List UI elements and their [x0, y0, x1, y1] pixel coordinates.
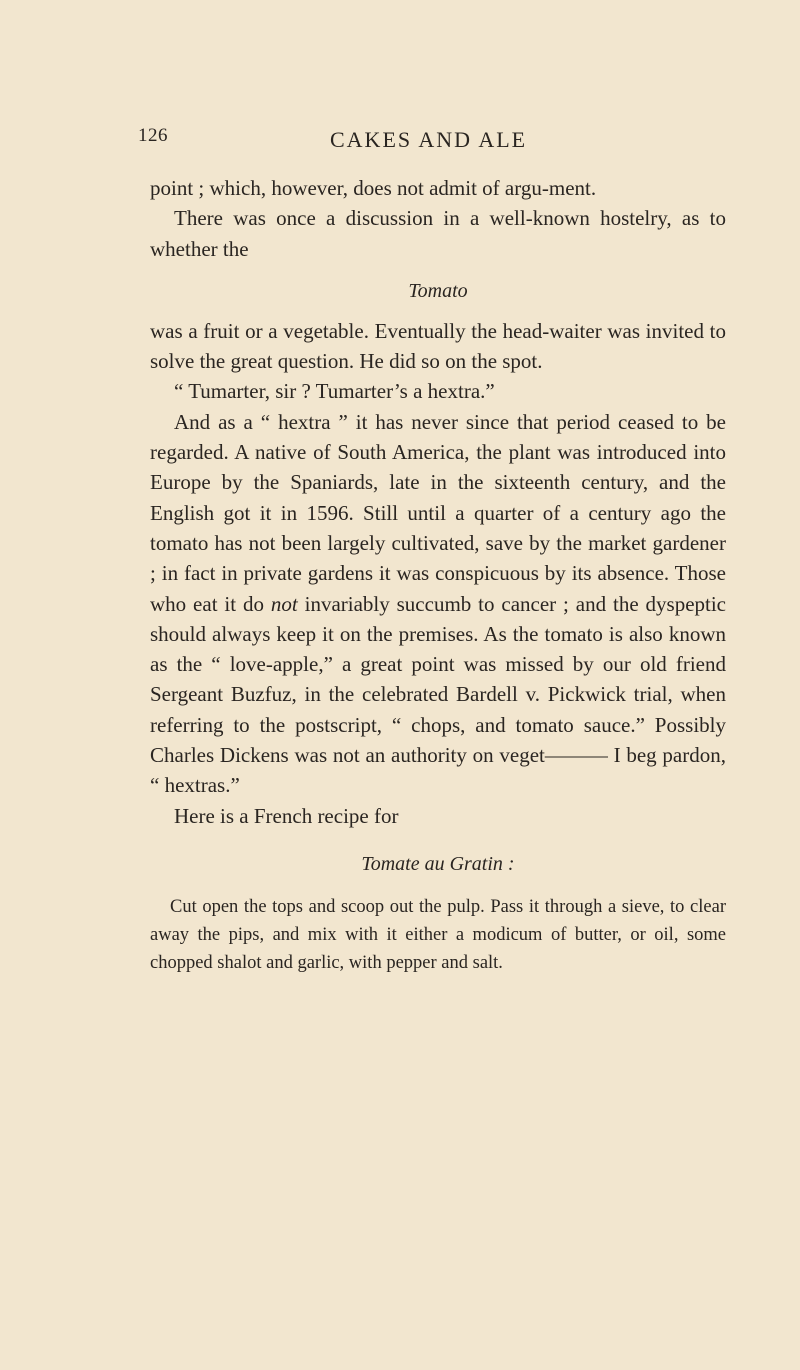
paragraph-quote: “ Tumarter, sir ? Tumarter’s a hextra.”: [174, 379, 495, 404]
emphasis-not: not: [270, 591, 298, 616]
running-title: CAKES AND ALE: [330, 127, 528, 152]
paragraph-discussion: There was once a discussion in a well-known hostelry, as to whether the: [150, 206, 726, 261]
history-text-start: And as a “ hextra ” it has never since that period ceased to be regarded. A native of South America, the plant was introduced into Europe by the Spaniards, late in the sixteenth century, and the English got it in 1596. Still until a quarter of a century ago the tomato has not been largely cultivated, save by the market gardener ; in fact in private gardens it was conspicuous by its absence. Those who eat it do: [150, 409, 726, 616]
book-page: [138, 125, 727, 977]
paragraph-fruit-or-vegetable: was a fruit or a vegetable. Eventually the head-waiter was invited to solve the great question. He did so on the spot.: [150, 318, 726, 374]
running-head: [138, 125, 726, 165]
heading-tomato: Tomato: [408, 279, 468, 302]
history-text-end: invariably succumb to cancer ; and the dyspeptic should always keep it on the premises. As the tomato is also known as the “ love-apple,” a great point was missed by our old friend Sergeant Buzfuz, in the celebrated Bardell v. Pickwick trial, when referring to the postscript, “ chops, and tomato sauce.” Possibly Charles Dickens was not an authority on veget——— I beg pardon, “ hextras.”: [150, 591, 727, 798]
heading-recipe: Tomate au Gratin :: [361, 852, 515, 875]
paragraph-recipe-intro: Here is a French recipe for: [174, 803, 399, 828]
paragraph-history: [150, 407, 726, 801]
recipe-instructions: Cut open the tops and scoop out the pulp. Pass it through a sieve, to clear away the pips, and mix with it either a modicum of butter, or oil, some chopped shalot and garlic, with pepper and salt.: [150, 896, 726, 973]
paragraph-continuation: point ; which, however, does not admit of argu-ment.: [150, 176, 597, 200]
page-number: 126: [138, 125, 168, 146]
